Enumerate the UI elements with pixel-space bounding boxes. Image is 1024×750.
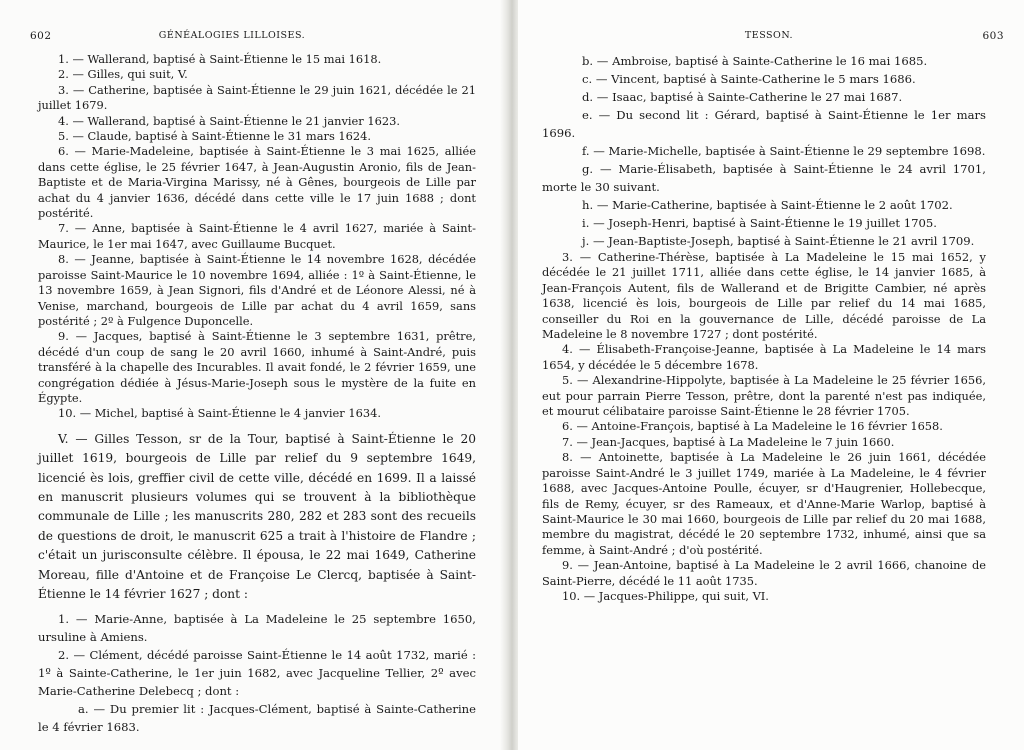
entry-paragraph: 6. — Marie-Madeleine, baptisée à Saint-Étienne le 3 mai 1625, alliée dans cette église, le 25 février 1647, à Jean-Augustin Aronio, fils de Jean-Baptiste et de Maria-Virgina Marissy, né à Gênes, bourgeois de Lille par achat du 4 janvier 1636, décédé dans cette ville le 17 juin 1688 ; dont postérité. (38, 144, 476, 221)
running-head: GÉNÉALOGIES LILLOISES. (158, 30, 306, 41)
right-page (518, 0, 1024, 750)
entry-paragraph: 3. — Catherine-Thérèse, baptisée à La Madeleine le 15 mai 1652, y décédée le 21 juillet 1711, alliée dans cette église, le 14 janvier 1685, à Jean-François Autent, fils de Wallerand et de Brigitte Cambier, né après 1638, licencié ès lois, bourgeois de Lille par relief du 14 mai 1685, conseiller du Roi en la gouvernance de Lille, décédé paroisse de La Madeleine le 8 novembre 1727 ; dont postérité. (542, 250, 986, 342)
entry-paragraph: 5. — Alexandrine-Hippolyte, baptisée à La Madeleine le 25 février 1656, eut pour parrain Pierre Tesson, prêtre, dont la parenté n'est pas indiquée, et mourut célibataire paroisse Saint-Étienne le 28 février 1705. (542, 373, 986, 419)
entry-paragraph: 2. — Gilles, qui suit, V. (58, 67, 188, 82)
entry-paragraph: 4. — Wallerand, baptisé à Saint-Étienne le 21 janvier 1623. (58, 113, 400, 128)
entry-paragraph: b. — Ambroise, baptisé à Sainte-Catherine le 16 mai 1685. (582, 54, 928, 68)
generation-paragraph: V. — Gilles Tesson, sr de la Tour, baptisé à Saint-Étienne le 20 juillet 1619, bourgeois de Lille par relief du 9 septembre 1649, licencié ès lois, greffier civil de cette ville, décédé en 1699. Il a laissé en manuscrit plusieurs volumes qui se trouvent à la bibliothèque communale de Lille ; les manuscrits 280, 282 et 283 sont des recueils de questions de droit, le manuscrit 625 a trait à l'histoire de Flandre ; c'était un jurisconsulte célèbre. Il épousa, le 22 mai 1649, Catherine Moreau, fille d'Antoine et de Françoise Le Clercq, baptisée à Saint-Étienne le 14 février 1627 ; dont : (38, 431, 476, 601)
entry-paragraph: a. — Du premier lit : Jacques-Clément, baptisé à Sainte-Catherine le 4 février 1683. (38, 702, 476, 735)
entry-paragraph: e. — Du second lit : Gérard, baptisé à Saint-Étienne le 1er mars 1696. (542, 108, 986, 140)
entry-paragraph: 3. — Catherine, baptisée à Saint-Étienne le 29 juin 1621, décédée le 21 juillet 1679. (38, 82, 476, 113)
entry-paragraph: 9. — Jean-Antoine, baptisé à La Madeleine le 2 avril 1666, chanoine de Saint-Pierre, décédé le 11 août 1735. (542, 558, 986, 588)
entry-paragraph: 9. — Jacques, baptisé à Saint-Étienne le 3 septembre 1631, prêtre, décédé d'un coup de sang le 20 avril 1660, inhumé à Saint-André, puis transféré à la chapelle des Incurables. Il avait fondé, le 2 février 1659, une congrégation dédiée à Jésus-Marie-Joseph sous le mystère de la fuite en Égypte. (38, 329, 476, 405)
entry-paragraph: 7. — Jean-Jacques, baptisé à La Madeleine le 7 juin 1660. (562, 434, 895, 449)
entry-paragraph: 8. — Jeanne, baptisée à Saint-Étienne le 14 novembre 1628, décédée paroisse Saint-Maurice le 10 novembre 1694, alliée : 1º à Saint-Étienne, le 13 novembre 1659, à Jean Signori, fils d'André et de Léonore Alessi, né à Venise, marchand, bourgeois de Lille par achat du 4 avril 1659, sans postérité ; 2º à Fulgence Duponcelle. (38, 252, 476, 328)
entry-paragraph: i. — Joseph-Henri, baptisé à Saint-Étienne le 19 juillet 1705. (582, 216, 937, 230)
left-page-header (30, 24, 476, 42)
running-head: TESSON. (744, 30, 794, 41)
right-page-header (542, 24, 1004, 42)
entry-paragraph: f. — Marie-Michelle, baptisée à Saint-Étienne le 29 septembre 1698. (582, 144, 986, 158)
left-page-body (38, 52, 476, 736)
entry-paragraph: j. — Jean-Baptiste-Joseph, baptisé à Saint-Étienne le 21 avril 1709. (582, 234, 975, 248)
entry-paragraph: 7. — Anne, baptisée à Saint-Étienne le 4 avril 1627, mariée à Saint-Maurice, le 1er mai 1647, avec Guillaume Bucquet. (38, 221, 476, 251)
page-number: 602 (30, 30, 52, 42)
left-page (0, 0, 506, 750)
entry-paragraph: g. — Marie-Élisabeth, baptisée à Saint-Étienne le 24 avril 1701, morte le 30 suivant. (542, 162, 986, 194)
entry-paragraph: h. — Marie-Catherine, baptisée à Saint-Étienne le 2 août 1702. (582, 198, 953, 212)
entry-paragraph: 8. — Antoinette, baptisée à La Madeleine le 26 juin 1661, décédée paroisse Saint-André le 3 juillet 1749, mariée à La Madeleine, le 4 février 1688, avec Jacques-Antoine Poulle, écuyer, sr d'Haugrenier, Hollebecque, fils de Remy, écuyer, sr des Rameaux, et d'Anne-Marie Warlop, baptisé à Saint-Maurice le 30 mai 1660, bourgeois de Lille par relief du 20 mai 1688, membre du magistrat, décédé le 20 septembre 1732, inhumé, ainsi que sa femme, à Saint-André ; d'où postérité. (542, 450, 986, 557)
entry-paragraph: 1. — Wallerand, baptisé à Saint-Étienne le 15 mai 1618. (58, 52, 382, 66)
entry-paragraph: 6. — Antoine-François, baptisé à La Madeleine le 16 février 1658. (562, 419, 943, 434)
entry-paragraph: 5. — Claude, baptisé à Saint-Étienne le 31 mars 1624. (58, 129, 372, 144)
entry-paragraph: 1. — Marie-Anne, baptisée à La Madeleine le 25 septembre 1650, ursuline à Amiens. (38, 612, 476, 645)
entry-paragraph: c. — Vincent, baptisé à Sainte-Catherine le 5 mars 1686. (582, 72, 916, 86)
page-number: 603 (982, 30, 1004, 42)
entry-paragraph: 10. — Michel, baptisé à Saint-Étienne le 4 janvier 1634. (58, 406, 381, 421)
entry-paragraph: d. — Isaac, baptisé à Sainte-Catherine le 27 mai 1687. (582, 90, 903, 104)
entry-paragraph: 4. — Élisabeth-Françoise-Jeanne, baptisée à La Madeleine le 14 mars 1654, y décédée le 5 décembre 1678. (542, 342, 986, 372)
entry-paragraph: 10. — Jacques-Philippe, qui suit, VI. (562, 588, 769, 603)
entry-paragraph: 2. — Clément, décédé paroisse Saint-Étienne le 14 août 1732, marié : 1º à Sainte-Catherine, le 1er juin 1682, avec Jacqueline Tellier, 2º avec Marie-Catherine Delebecq ; dont : (38, 648, 476, 699)
right-page-body (542, 52, 986, 604)
